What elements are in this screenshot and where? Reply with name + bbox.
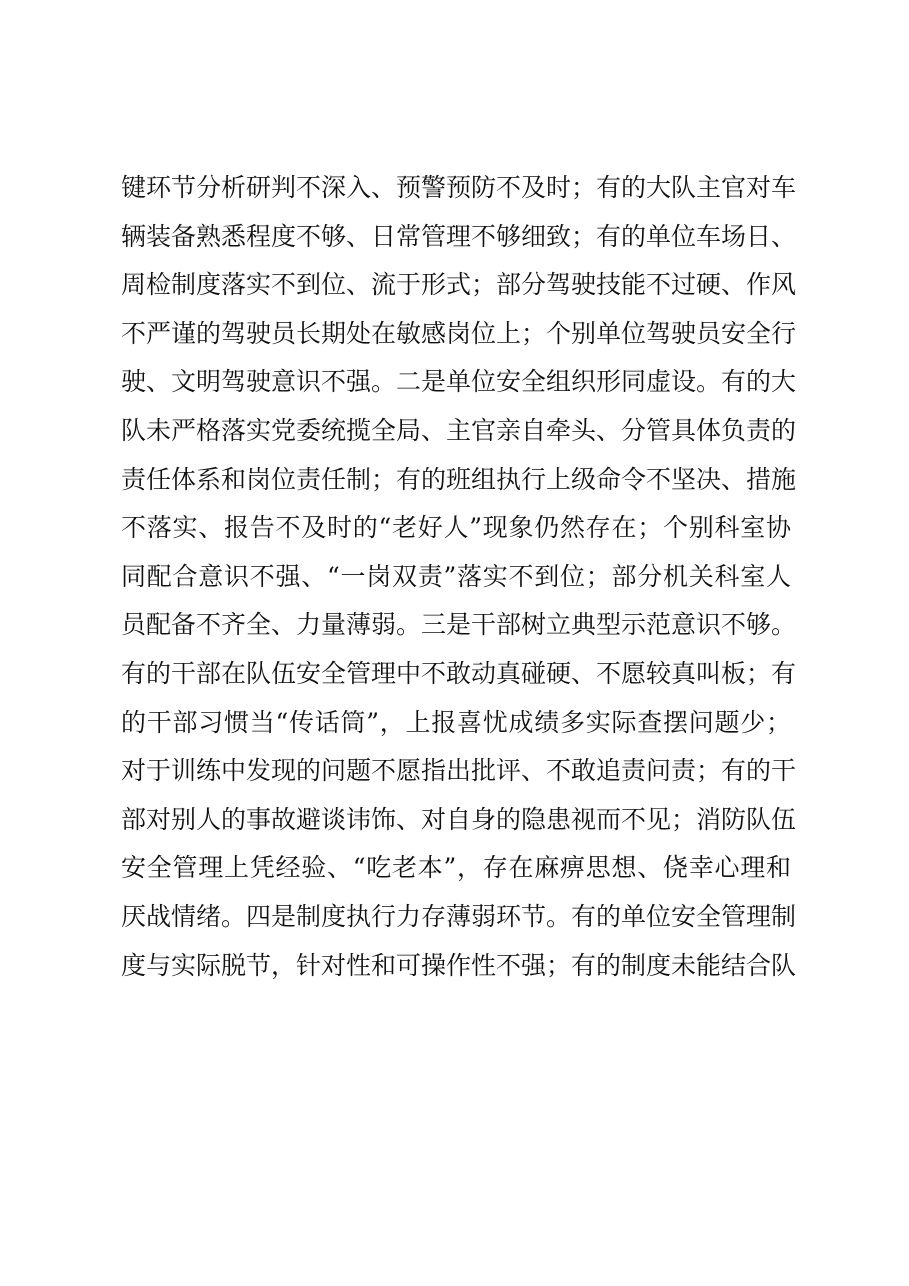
text-line: 不落实、报告不及时的“老好人”现象仍然存在；个别科室协 — [121, 513, 791, 543]
text-line: 责任体系和岗位责任制；有的班组执行上级命令不坚决、措施 — [121, 464, 797, 494]
text-line: 厌战情绪。四是制度执行力存薄弱环节。有的单位安全管理制 — [121, 901, 797, 931]
text-line: 同配合意识不强、“一岗双责”落实不到位；部分机关科室人 — [121, 561, 791, 591]
text-line: 对于训练中发现的问题不愿指出批评、不敢追责问责；有的干 — [121, 756, 797, 786]
text-line: 驶、文明驾驶意识不强。二是单位安全组织形同虚设。有的大 — [121, 367, 797, 397]
body-paragraph — [121, 164, 797, 990]
text-line: 辆装备熟悉程度不够、日常管理不够细致；有的单位车场日、 — [121, 221, 797, 251]
text-line: 键环节分析研判不深入、预警预防不及时；有的大队主官对车 — [121, 173, 797, 202]
text-line: 周检制度落实不到位、流于形式；部分驾驶技能不过硬、作风 — [121, 270, 797, 300]
text-line: 的干部习惯当“传话筒”，上报喜忧成绩多实际查摆问题少； — [121, 707, 791, 737]
text-line: 不严谨的驾驶员长期处在敏感岗位上；个别单位驾驶员安全行 — [121, 318, 797, 348]
text-line: 有的干部在队伍安全管理中不敢动真碰硬、不愿较真叫板；有 — [121, 658, 797, 688]
text-line: 度与实际脱节，针对性和可操作性不强；有的制度未能结合队 — [121, 950, 797, 980]
text-line: 员配备不齐全、力量薄弱。三是干部树立典型示范意识不够。 — [121, 610, 797, 640]
text-line: 安全管理上凭经验、“吃老本”，存在麻痹思想、侥幸心理和 — [121, 853, 791, 883]
text-line: 部对别人的事故避谈讳饰、对自身的隐患视而不见；消防队伍 — [121, 804, 797, 834]
text-line: 队未严格落实党委统揽全局、主官亲自牵头、分管具体负责的 — [121, 415, 797, 445]
